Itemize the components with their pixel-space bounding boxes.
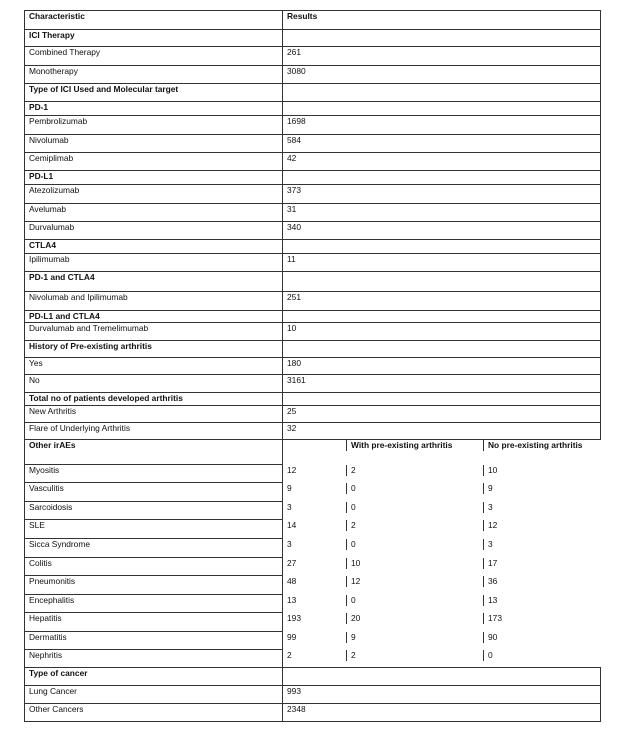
with-preexisting-value: 0 xyxy=(347,483,484,494)
row-value xyxy=(283,272,601,292)
row-label: Durvalumab and Tremelimumab xyxy=(25,323,283,341)
row-label: Nivolumab and Ipilimumab xyxy=(25,292,283,311)
total-value: 12 xyxy=(283,465,347,476)
without-preexisting-value: 0 xyxy=(488,649,493,660)
row-label: Lung Cancer xyxy=(25,686,283,704)
split-table xyxy=(283,483,601,494)
split-cell xyxy=(283,465,601,483)
row-value xyxy=(283,311,601,323)
row-label: Flare of Underlying Arthritis xyxy=(25,423,283,440)
row-label: Nivolumab xyxy=(25,135,283,153)
table-row xyxy=(25,135,601,153)
without-preexisting-value: 90 xyxy=(488,631,498,642)
with-preexisting-value: With pre-existing arthritis xyxy=(347,440,484,451)
total-value: 99 xyxy=(283,632,347,643)
row-label: Sicca Syndrome xyxy=(25,539,283,558)
section-label: History of Pre-existing arthritis xyxy=(25,341,283,358)
header-characteristic: Characteristic xyxy=(25,11,283,30)
irae-row xyxy=(25,576,601,595)
split-cell xyxy=(283,539,601,558)
split-cell xyxy=(283,520,601,539)
row-value xyxy=(283,30,601,47)
header-results: Results xyxy=(283,11,601,30)
row-value: 251 xyxy=(283,292,601,311)
section-row xyxy=(25,668,601,686)
row-value: 3080 xyxy=(283,66,601,84)
section-label: PD-1 and CTLA4 xyxy=(25,272,283,292)
results-table xyxy=(24,10,601,722)
irae-row xyxy=(25,520,601,539)
row-label: Dermatitis xyxy=(25,632,283,650)
split-table xyxy=(283,576,601,587)
with-preexisting-value: 0 xyxy=(347,595,484,606)
section-row xyxy=(25,393,601,406)
section-row xyxy=(25,311,601,323)
section-row xyxy=(25,240,601,254)
row-label: Avelumab xyxy=(25,204,283,222)
without-preexisting-value: 173 xyxy=(488,612,502,623)
row-label: Pneumonitis xyxy=(25,576,283,595)
split-cell xyxy=(283,595,601,613)
table-row xyxy=(25,406,601,423)
table-row xyxy=(25,47,601,66)
row-value: 261 xyxy=(283,47,601,66)
section-label: Total no of patients developed arthritis xyxy=(25,393,283,406)
section-label: Type of ICI Used and Molecular target xyxy=(25,84,283,102)
header-row xyxy=(25,11,601,30)
row-value xyxy=(283,668,601,686)
row-label: Combined Therapy xyxy=(25,47,283,66)
section-row xyxy=(25,84,601,102)
row-value xyxy=(283,102,601,116)
row-label: Sarcoidosis xyxy=(25,502,283,520)
section-label: PD-L1 xyxy=(25,171,283,185)
total-value: 13 xyxy=(283,595,347,606)
row-value: 3161 xyxy=(283,375,601,393)
split-cell xyxy=(283,558,601,576)
table-row xyxy=(25,423,601,440)
row-value: 2348 xyxy=(283,704,601,722)
table-row xyxy=(25,116,601,135)
table-row xyxy=(25,153,601,171)
table-row xyxy=(25,222,601,240)
table-row xyxy=(25,358,601,375)
row-label: Ipilimumab xyxy=(25,254,283,272)
with-preexisting-value: 2 xyxy=(347,520,484,531)
section-row xyxy=(25,30,601,47)
row-label: Pembrolizumab xyxy=(25,116,283,135)
split-cell xyxy=(283,483,601,502)
row-label: Cemiplimab xyxy=(25,153,283,171)
row-label: Vasculitis xyxy=(25,483,283,502)
total-value: 27 xyxy=(283,558,347,569)
split-cell xyxy=(283,440,601,465)
section-label: PD-L1 and CTLA4 xyxy=(25,311,283,323)
row-value: 42 xyxy=(283,153,601,171)
split-table xyxy=(283,613,601,624)
with-preexisting-value: 2 xyxy=(347,650,484,661)
row-value: 11 xyxy=(283,254,601,272)
split-cell xyxy=(283,502,601,520)
row-value: 1698 xyxy=(283,116,601,135)
row-value: 10 xyxy=(283,323,601,341)
section-label: CTLA4 xyxy=(25,240,283,254)
row-value: 340 xyxy=(283,222,601,240)
split-cell xyxy=(283,650,601,668)
without-preexisting-value: 17 xyxy=(488,557,498,568)
table-row xyxy=(25,686,601,704)
split-table xyxy=(283,502,601,513)
row-value: 180 xyxy=(283,358,601,375)
with-preexisting-value: 0 xyxy=(347,502,484,513)
section-label: Other irAEs xyxy=(25,440,283,465)
total-value: 3 xyxy=(283,502,347,513)
split-table xyxy=(283,539,601,550)
split-cell xyxy=(283,632,601,650)
with-preexisting-value: 2 xyxy=(347,465,484,476)
row-value: 25 xyxy=(283,406,601,423)
row-value: 32 xyxy=(283,423,601,440)
row-label: Durvalumab xyxy=(25,222,283,240)
row-value xyxy=(283,393,601,406)
total-value: 9 xyxy=(283,483,347,494)
split-table xyxy=(283,440,601,451)
irae-row xyxy=(25,502,601,520)
table-row xyxy=(25,66,601,84)
total-value: 48 xyxy=(283,576,347,587)
table-row xyxy=(25,254,601,272)
section-row xyxy=(25,272,601,292)
with-preexisting-value: 10 xyxy=(347,558,484,569)
split-cell xyxy=(283,576,601,595)
split-cell xyxy=(283,613,601,632)
row-value xyxy=(283,341,601,358)
row-value xyxy=(283,84,601,102)
row-label: Other Cancers xyxy=(25,704,283,722)
row-value: 993 xyxy=(283,686,601,704)
irae-row xyxy=(25,650,601,668)
irae-row xyxy=(25,632,601,650)
total-value: 3 xyxy=(283,539,347,550)
irae-row xyxy=(25,613,601,632)
with-preexisting-value: 9 xyxy=(347,632,484,643)
without-preexisting-value: 36 xyxy=(488,575,498,586)
with-preexisting-value: 0 xyxy=(347,539,484,550)
section-row xyxy=(25,171,601,185)
irae-row xyxy=(25,595,601,613)
section-row xyxy=(25,102,601,116)
row-label: Nephritis xyxy=(25,650,283,668)
row-label: Colitis xyxy=(25,558,283,576)
without-preexisting-value: 3 xyxy=(488,501,493,512)
without-preexisting-value: No pre-existing arthritis xyxy=(488,440,583,450)
table-row xyxy=(25,323,601,341)
row-label: No xyxy=(25,375,283,393)
row-label: Myositis xyxy=(25,465,283,483)
irae-row xyxy=(25,465,601,483)
split-table xyxy=(283,650,601,661)
row-value xyxy=(283,240,601,254)
split-table xyxy=(283,520,601,531)
section-row xyxy=(25,341,601,358)
with-preexisting-value: 12 xyxy=(347,576,484,587)
total-value xyxy=(283,440,347,451)
total-value: 2 xyxy=(283,650,347,661)
row-label: New Arthritis xyxy=(25,406,283,423)
table-row xyxy=(25,185,601,204)
row-value: 31 xyxy=(283,204,601,222)
row-label: SLE xyxy=(25,520,283,539)
row-label: Atezolizumab xyxy=(25,185,283,204)
row-value: 373 xyxy=(283,185,601,204)
section-label: ICI Therapy xyxy=(25,30,283,47)
without-preexisting-value: 3 xyxy=(488,538,493,549)
irae-header-row xyxy=(25,440,601,465)
row-label: Yes xyxy=(25,358,283,375)
table-row xyxy=(25,704,601,722)
row-value xyxy=(283,171,601,185)
split-table xyxy=(283,465,601,476)
row-value: 584 xyxy=(283,135,601,153)
section-label: PD-1 xyxy=(25,102,283,116)
irae-row xyxy=(25,558,601,576)
without-preexisting-value: 13 xyxy=(488,594,498,605)
without-preexisting-value: 12 xyxy=(488,519,498,530)
row-label: Encephalitis xyxy=(25,595,283,613)
total-value: 14 xyxy=(283,520,347,531)
split-table xyxy=(283,595,601,606)
row-label: Hepatitis xyxy=(25,613,283,632)
without-preexisting-value: 9 xyxy=(488,482,493,493)
table-row xyxy=(25,375,601,393)
section-label: Type of cancer xyxy=(25,668,283,686)
total-value: 193 xyxy=(283,613,347,624)
table-row xyxy=(25,292,601,311)
without-preexisting-value: 10 xyxy=(488,464,498,475)
irae-row xyxy=(25,539,601,558)
with-preexisting-value: 20 xyxy=(347,613,484,624)
table-row xyxy=(25,204,601,222)
row-label: Monotherapy xyxy=(25,66,283,84)
split-table xyxy=(283,558,601,569)
irae-row xyxy=(25,483,601,502)
split-table xyxy=(283,632,601,643)
